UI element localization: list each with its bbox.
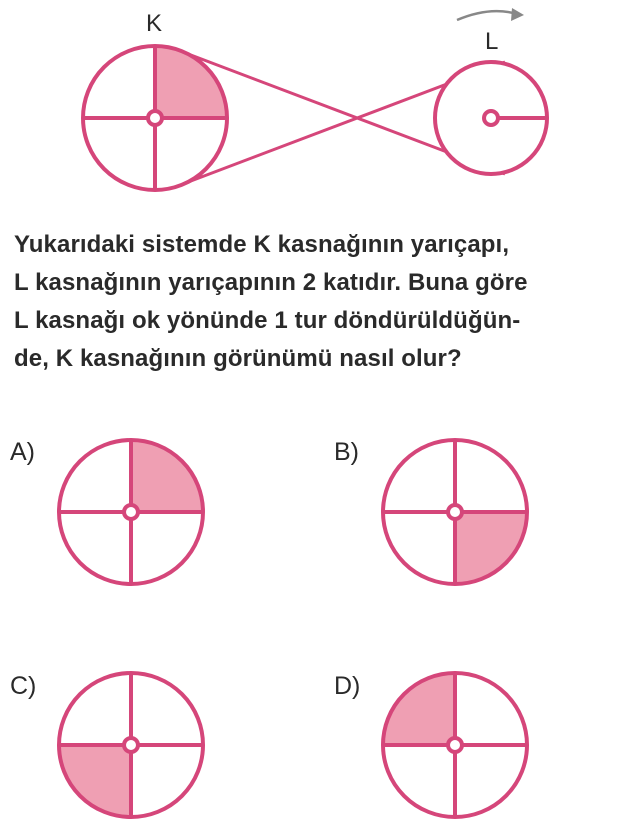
rotation-arrow-icon	[457, 11, 517, 20]
option-c-disk[interactable]	[53, 667, 209, 823]
option-a-disk[interactable]	[53, 434, 209, 590]
pulley-k-hub	[148, 111, 162, 125]
option-a-label[interactable]: A)	[10, 438, 35, 466]
question-line-1: Yukarıdaki sistemde K kasnağının yarıçapı,	[14, 231, 510, 258]
option-c-label[interactable]: C)	[10, 672, 37, 700]
question-line-3: L kasnağı ok yönünde 1 tur döndürüldüğün-	[14, 307, 521, 334]
option-c-hub	[124, 738, 138, 752]
pulley-l-label: L	[485, 28, 499, 55]
rotation-arrow-head-icon	[511, 8, 524, 21]
option-d-disk[interactable]	[377, 667, 533, 823]
option-d-hub	[448, 738, 462, 752]
pulley-l-hub	[484, 111, 498, 125]
option-b-hub	[448, 505, 462, 519]
pulley-k-label: K	[146, 10, 163, 37]
question-text	[14, 226, 624, 378]
question-line-2: L kasnağının yarıçapının 2 katıdır. Buna göre	[14, 269, 528, 296]
pulley-system-diagram	[0, 0, 628, 210]
option-a-hub	[124, 505, 138, 519]
question-line-4: de, K kasnağının görünümü nasıl olur?	[14, 345, 462, 372]
option-b-disk[interactable]	[377, 434, 533, 590]
option-d-label[interactable]: D)	[334, 672, 361, 700]
option-b-label[interactable]: B)	[334, 438, 359, 466]
